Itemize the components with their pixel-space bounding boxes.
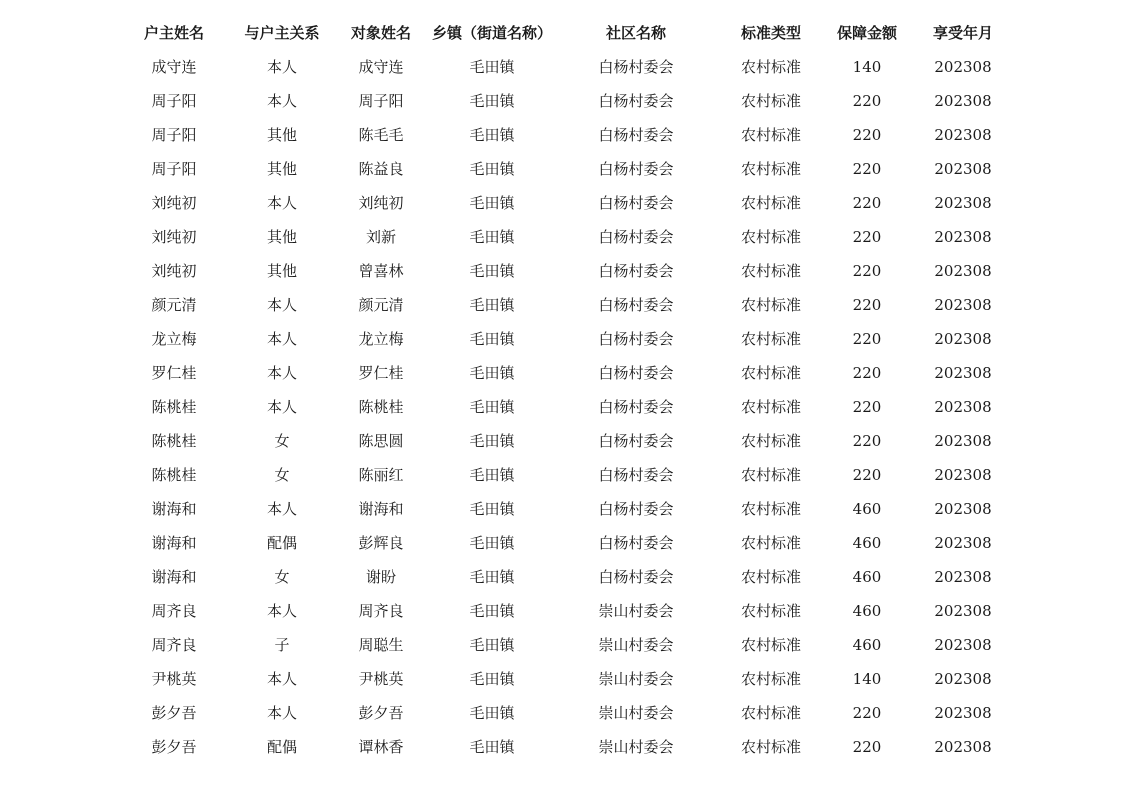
table-row xyxy=(119,84,1019,118)
township-cell: 毛田镇 xyxy=(469,262,515,280)
township-cell: 毛田镇 xyxy=(469,160,515,178)
standard-type-cell: 农村标准 xyxy=(740,738,801,756)
community-name-cell: 崇山村委会 xyxy=(598,704,674,722)
benefit-amount-cell: 220 xyxy=(852,194,882,212)
community-name-cell: 白杨村委会 xyxy=(598,126,674,144)
header-benefit-amount: 保障金额 xyxy=(836,24,897,42)
recipient-name-cell: 陈毛毛 xyxy=(358,126,404,144)
table-row xyxy=(119,696,1019,730)
township-cell: 毛田镇 xyxy=(469,500,515,518)
recipient-name-cell: 彭辉良 xyxy=(358,534,404,552)
benefit-month-cell: 202308 xyxy=(934,330,992,348)
relation-cell: 子 xyxy=(274,636,290,654)
benefit-month-cell: 202308 xyxy=(934,160,992,178)
benefit-month-cell: 202308 xyxy=(934,704,992,722)
header-recipient-name: 对象姓名 xyxy=(350,24,411,42)
benefit-month-cell: 202308 xyxy=(934,296,992,314)
relation-cell: 其他 xyxy=(266,262,297,280)
benefit-month-cell: 202308 xyxy=(934,738,992,756)
recipient-name-cell: 彭夕吾 xyxy=(358,704,404,722)
header-relation-to-head: 与户主关系 xyxy=(244,24,320,42)
table-row xyxy=(119,50,1019,84)
benefit-amount-cell: 220 xyxy=(852,398,882,416)
header-community-name: 社区名称 xyxy=(605,24,666,42)
household-head-name-cell: 彭夕吾 xyxy=(151,738,197,756)
table-row xyxy=(119,322,1019,356)
table-row xyxy=(119,288,1019,322)
benefit-amount-cell: 220 xyxy=(852,126,882,144)
township-cell: 毛田镇 xyxy=(469,670,515,688)
township-cell: 毛田镇 xyxy=(469,194,515,212)
table-row xyxy=(119,662,1019,696)
benefit-month-cell: 202308 xyxy=(934,262,992,280)
benefit-month-cell: 202308 xyxy=(934,670,992,688)
benefit-amount-cell: 220 xyxy=(852,228,882,246)
recipient-name-cell: 成守连 xyxy=(358,58,404,76)
household-head-name-cell: 罗仁桂 xyxy=(151,364,197,382)
standard-type-cell: 农村标准 xyxy=(740,432,801,450)
township-cell: 毛田镇 xyxy=(469,466,515,484)
household-head-name-cell: 陈桃桂 xyxy=(151,432,197,450)
community-name-cell: 崇山村委会 xyxy=(598,738,674,756)
recipient-name-cell: 龙立梅 xyxy=(358,330,404,348)
benefit-amount-cell: 220 xyxy=(852,92,882,110)
header-township: 乡镇（街道名称） xyxy=(431,24,552,42)
household-head-name-cell: 周齐良 xyxy=(151,636,197,654)
standard-type-cell: 农村标准 xyxy=(740,92,801,110)
household-head-name-cell: 陈桃桂 xyxy=(151,398,197,416)
standard-type-cell: 农村标准 xyxy=(740,670,801,688)
benefit-month-cell: 202308 xyxy=(934,364,992,382)
relation-cell: 本人 xyxy=(266,58,297,76)
township-cell: 毛田镇 xyxy=(469,398,515,416)
benefit-month-cell: 202308 xyxy=(934,228,992,246)
relation-cell: 女 xyxy=(274,466,290,484)
relation-cell: 配偶 xyxy=(266,738,297,756)
table-row xyxy=(119,628,1019,662)
standard-type-cell: 农村标准 xyxy=(740,534,801,552)
recipient-name-cell: 谢海和 xyxy=(358,500,404,518)
relation-cell: 本人 xyxy=(266,704,297,722)
recipient-name-cell: 周聪生 xyxy=(358,636,404,654)
relation-cell: 配偶 xyxy=(266,534,297,552)
recipient-name-cell: 陈思圆 xyxy=(358,432,404,450)
recipient-name-cell: 谭林香 xyxy=(358,738,404,756)
table-row xyxy=(119,152,1019,186)
community-name-cell: 白杨村委会 xyxy=(598,194,674,212)
benefit-month-cell: 202308 xyxy=(934,568,992,586)
benefit-month-cell: 202308 xyxy=(934,126,992,144)
table-body xyxy=(119,50,1019,764)
standard-type-cell: 农村标准 xyxy=(740,126,801,144)
household-head-name-cell: 颜元清 xyxy=(151,296,197,314)
table-row xyxy=(119,560,1019,594)
household-head-name-cell: 周子阳 xyxy=(151,160,197,178)
benefit-amount-cell: 140 xyxy=(852,58,882,76)
standard-type-cell: 农村标准 xyxy=(740,194,801,212)
table-row xyxy=(119,492,1019,526)
standard-type-cell: 农村标准 xyxy=(740,58,801,76)
township-cell: 毛田镇 xyxy=(469,296,515,314)
relation-cell: 本人 xyxy=(266,500,297,518)
table-row xyxy=(119,424,1019,458)
relation-cell: 本人 xyxy=(266,364,297,382)
recipient-name-cell: 周齐良 xyxy=(358,602,404,620)
table-header-row xyxy=(119,16,1019,50)
relation-cell: 其他 xyxy=(266,126,297,144)
community-name-cell: 白杨村委会 xyxy=(598,262,674,280)
household-head-name-cell: 谢海和 xyxy=(151,568,197,586)
household-head-name-cell: 周齐良 xyxy=(151,602,197,620)
recipient-name-cell: 刘新 xyxy=(365,228,396,246)
standard-type-cell: 农村标准 xyxy=(740,296,801,314)
benefit-month-cell: 202308 xyxy=(934,432,992,450)
benefit-amount-cell: 460 xyxy=(852,568,882,586)
relation-cell: 本人 xyxy=(266,670,297,688)
township-cell: 毛田镇 xyxy=(469,364,515,382)
household-head-name-cell: 尹桃英 xyxy=(151,670,197,688)
standard-type-cell: 农村标准 xyxy=(740,160,801,178)
standard-type-cell: 农村标准 xyxy=(740,364,801,382)
benefit-month-cell: 202308 xyxy=(934,58,992,76)
table-row xyxy=(119,186,1019,220)
benefit-amount-cell: 220 xyxy=(852,704,882,722)
township-cell: 毛田镇 xyxy=(469,92,515,110)
township-cell: 毛田镇 xyxy=(469,738,515,756)
recipient-name-cell: 陈益良 xyxy=(358,160,404,178)
recipient-name-cell: 谢盼 xyxy=(365,568,396,586)
community-name-cell: 白杨村委会 xyxy=(598,568,674,586)
header-standard-type: 标准类型 xyxy=(740,24,801,42)
benefit-amount-cell: 220 xyxy=(852,160,882,178)
community-name-cell: 白杨村委会 xyxy=(598,160,674,178)
header-benefit-month: 享受年月 xyxy=(932,24,993,42)
benefit-amount-cell: 460 xyxy=(852,636,882,654)
benefit-month-cell: 202308 xyxy=(934,194,992,212)
table-row xyxy=(119,254,1019,288)
township-cell: 毛田镇 xyxy=(469,228,515,246)
community-name-cell: 白杨村委会 xyxy=(598,398,674,416)
benefit-month-cell: 202308 xyxy=(934,602,992,620)
relation-cell: 本人 xyxy=(266,398,297,416)
community-name-cell: 白杨村委会 xyxy=(598,500,674,518)
community-name-cell: 白杨村委会 xyxy=(598,228,674,246)
community-name-cell: 崇山村委会 xyxy=(598,602,674,620)
community-name-cell: 白杨村委会 xyxy=(598,466,674,484)
benefit-month-cell: 202308 xyxy=(934,466,992,484)
recipient-name-cell: 陈丽红 xyxy=(358,466,404,484)
table-row xyxy=(119,220,1019,254)
standard-type-cell: 农村标准 xyxy=(740,398,801,416)
standard-type-cell: 农村标准 xyxy=(740,602,801,620)
standard-type-cell: 农村标准 xyxy=(740,228,801,246)
household-head-name-cell: 周子阳 xyxy=(151,92,197,110)
household-head-name-cell: 陈桃桂 xyxy=(151,466,197,484)
benefit-month-cell: 202308 xyxy=(934,398,992,416)
standard-type-cell: 农村标准 xyxy=(740,262,801,280)
township-cell: 毛田镇 xyxy=(469,432,515,450)
recipient-name-cell: 刘纯初 xyxy=(358,194,404,212)
benefit-amount-cell: 220 xyxy=(852,296,882,314)
table-row xyxy=(119,730,1019,764)
table-row xyxy=(119,526,1019,560)
community-name-cell: 白杨村委会 xyxy=(598,330,674,348)
standard-type-cell: 农村标准 xyxy=(740,568,801,586)
table-row xyxy=(119,118,1019,152)
standard-type-cell: 农村标准 xyxy=(740,466,801,484)
community-name-cell: 白杨村委会 xyxy=(598,534,674,552)
relation-cell: 本人 xyxy=(266,602,297,620)
township-cell: 毛田镇 xyxy=(469,330,515,348)
benefit-amount-cell: 460 xyxy=(852,500,882,518)
standard-type-cell: 农村标准 xyxy=(740,500,801,518)
relation-cell: 其他 xyxy=(266,228,297,246)
household-head-name-cell: 成守连 xyxy=(151,58,197,76)
relation-cell: 本人 xyxy=(266,330,297,348)
recipient-name-cell: 罗仁桂 xyxy=(358,364,404,382)
recipient-name-cell: 尹桃英 xyxy=(358,670,404,688)
household-head-name-cell: 刘纯初 xyxy=(151,194,197,212)
table-row xyxy=(119,458,1019,492)
recipient-name-cell: 颜元清 xyxy=(358,296,404,314)
benefit-amount-cell: 140 xyxy=(852,670,882,688)
household-head-name-cell: 龙立梅 xyxy=(151,330,197,348)
relation-cell: 女 xyxy=(274,568,290,586)
benefit-amount-cell: 220 xyxy=(852,330,882,348)
benefit-month-cell: 202308 xyxy=(934,500,992,518)
relation-cell: 本人 xyxy=(266,194,297,212)
township-cell: 毛田镇 xyxy=(469,568,515,586)
benefit-month-cell: 202308 xyxy=(934,92,992,110)
benefit-month-cell: 202308 xyxy=(934,636,992,654)
relation-cell: 女 xyxy=(274,432,290,450)
township-cell: 毛田镇 xyxy=(469,602,515,620)
standard-type-cell: 农村标准 xyxy=(740,704,801,722)
household-head-name-cell: 彭夕吾 xyxy=(151,704,197,722)
table-row xyxy=(119,594,1019,628)
community-name-cell: 白杨村委会 xyxy=(598,58,674,76)
household-head-name-cell: 刘纯初 xyxy=(151,228,197,246)
community-name-cell: 白杨村委会 xyxy=(598,92,674,110)
recipient-name-cell: 曾喜林 xyxy=(358,262,404,280)
benefit-amount-cell: 220 xyxy=(852,466,882,484)
standard-type-cell: 农村标准 xyxy=(740,330,801,348)
community-name-cell: 白杨村委会 xyxy=(598,432,674,450)
community-name-cell: 崇山村委会 xyxy=(598,670,674,688)
benefit-amount-cell: 220 xyxy=(852,432,882,450)
table-row xyxy=(119,390,1019,424)
beneficiary-table xyxy=(119,16,1019,764)
recipient-name-cell: 陈桃桂 xyxy=(358,398,404,416)
benefit-amount-cell: 220 xyxy=(852,262,882,280)
township-cell: 毛田镇 xyxy=(469,636,515,654)
community-name-cell: 白杨村委会 xyxy=(598,296,674,314)
benefit-amount-cell: 460 xyxy=(852,602,882,620)
benefit-month-cell: 202308 xyxy=(934,534,992,552)
table-row xyxy=(119,356,1019,390)
household-head-name-cell: 周子阳 xyxy=(151,126,197,144)
township-cell: 毛田镇 xyxy=(469,704,515,722)
benefit-amount-cell: 220 xyxy=(852,738,882,756)
household-head-name-cell: 刘纯初 xyxy=(151,262,197,280)
township-cell: 毛田镇 xyxy=(469,534,515,552)
relation-cell: 本人 xyxy=(266,296,297,314)
recipient-name-cell: 周子阳 xyxy=(358,92,404,110)
community-name-cell: 崇山村委会 xyxy=(598,636,674,654)
benefit-amount-cell: 460 xyxy=(852,534,882,552)
standard-type-cell: 农村标准 xyxy=(740,636,801,654)
relation-cell: 本人 xyxy=(266,92,297,110)
community-name-cell: 白杨村委会 xyxy=(598,364,674,382)
header-household-head-name: 户主姓名 xyxy=(143,24,204,42)
household-head-name-cell: 谢海和 xyxy=(151,534,197,552)
township-cell: 毛田镇 xyxy=(469,126,515,144)
household-head-name-cell: 谢海和 xyxy=(151,500,197,518)
township-cell: 毛田镇 xyxy=(469,58,515,76)
relation-cell: 其他 xyxy=(266,160,297,178)
benefit-amount-cell: 220 xyxy=(852,364,882,382)
